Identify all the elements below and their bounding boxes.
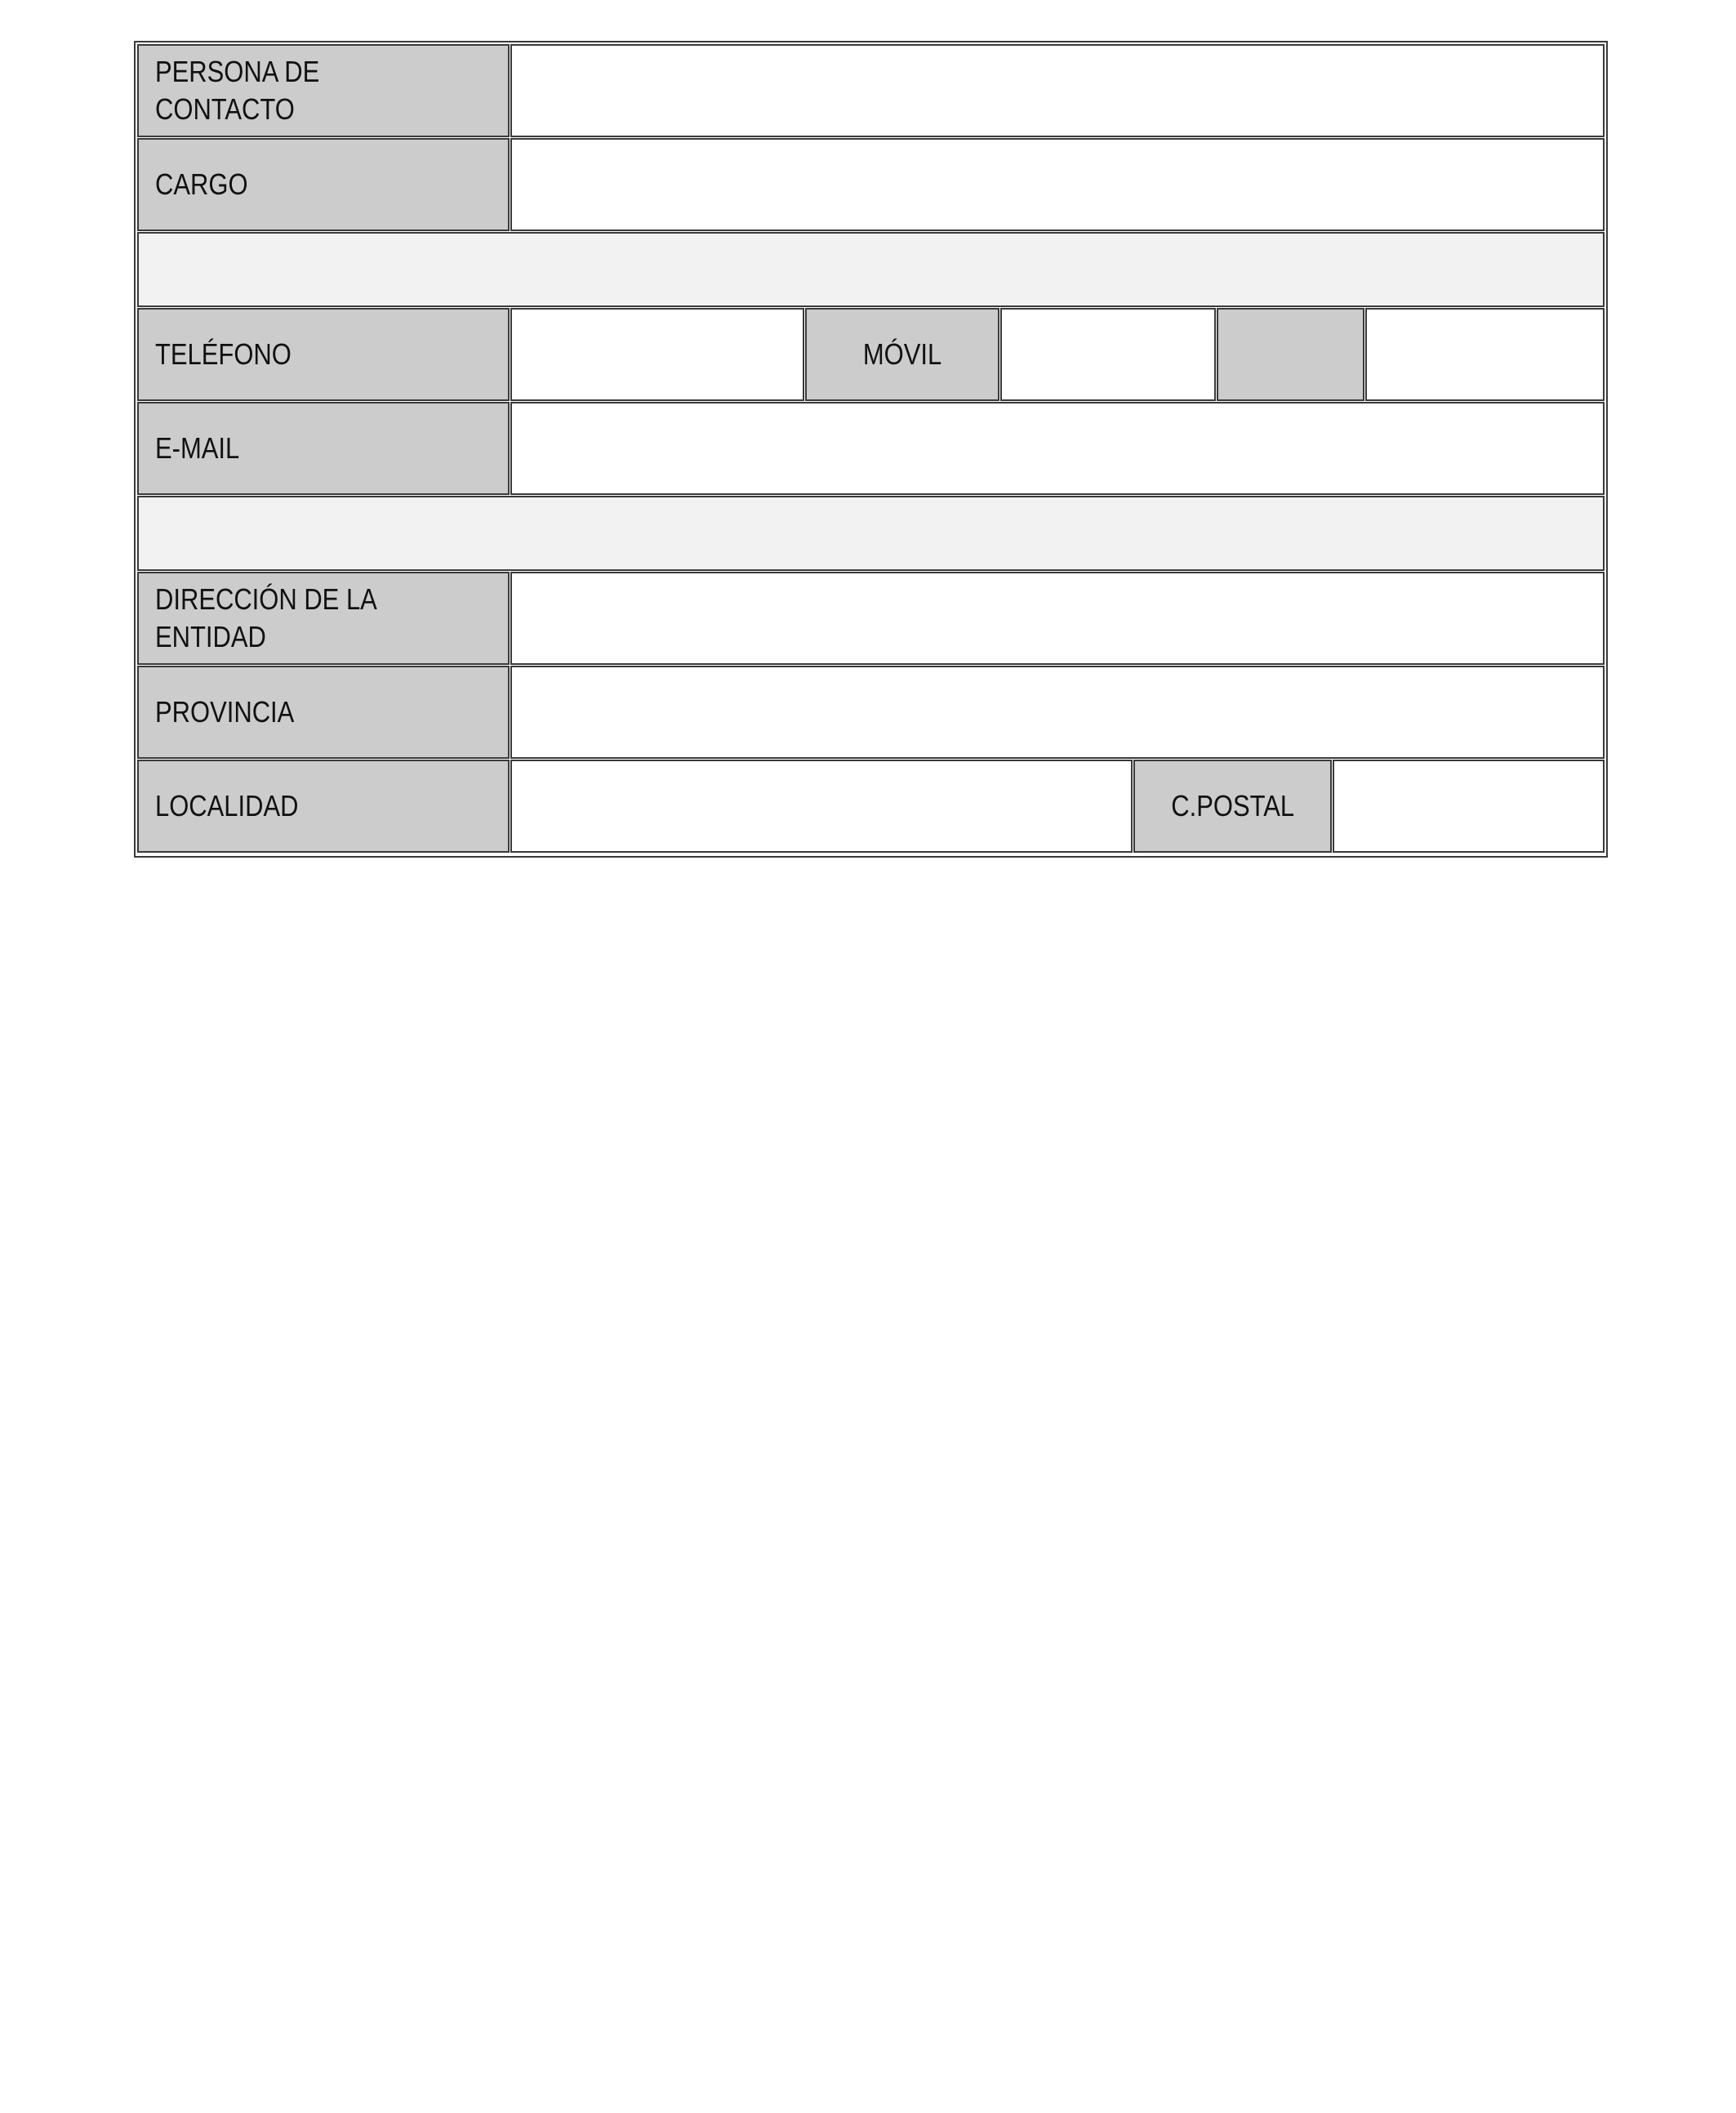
email-label: E-MAIL — [155, 431, 240, 465]
locality-label-cell — [137, 760, 510, 853]
address-field[interactable] — [510, 572, 1605, 665]
contact-form-table — [134, 41, 1608, 858]
spacer-row — [137, 232, 1605, 307]
postal-code-field[interactable] — [1333, 760, 1605, 853]
email-field[interactable] — [510, 402, 1605, 495]
province-label-cell — [137, 666, 510, 759]
province-field[interactable] — [510, 666, 1605, 759]
phone-field[interactable] — [510, 308, 804, 401]
position-label: CARGO — [155, 167, 248, 201]
position-label-cell — [137, 138, 510, 231]
mobile-label-cell — [805, 308, 999, 401]
contact-person-label: PERSONA DE CONTACTO — [155, 55, 320, 126]
contact-person-field[interactable] — [510, 44, 1605, 137]
blank-label-cell — [1217, 308, 1364, 401]
locality-label: LOCALIDAD — [155, 789, 299, 822]
locality-field[interactable] — [510, 760, 1133, 853]
phone-label: TELÉFONO — [155, 337, 292, 371]
postal-code-label-cell — [1133, 760, 1332, 853]
spacer-row — [137, 496, 1605, 571]
extra-field[interactable] — [1365, 308, 1605, 401]
contact-person-label-cell — [137, 44, 510, 137]
address-label-cell — [137, 572, 510, 665]
mobile-field[interactable] — [1000, 308, 1216, 401]
phone-label-cell — [137, 308, 510, 401]
address-label: DIRECCIÓN DE LA ENTIDAD — [155, 582, 377, 653]
postal-code-label: C.POSTAL — [1171, 789, 1294, 822]
position-field[interactable] — [510, 138, 1605, 231]
mobile-label: MÓVIL — [862, 337, 942, 371]
province-label: PROVINCIA — [155, 695, 295, 729]
email-label-cell — [137, 402, 510, 495]
